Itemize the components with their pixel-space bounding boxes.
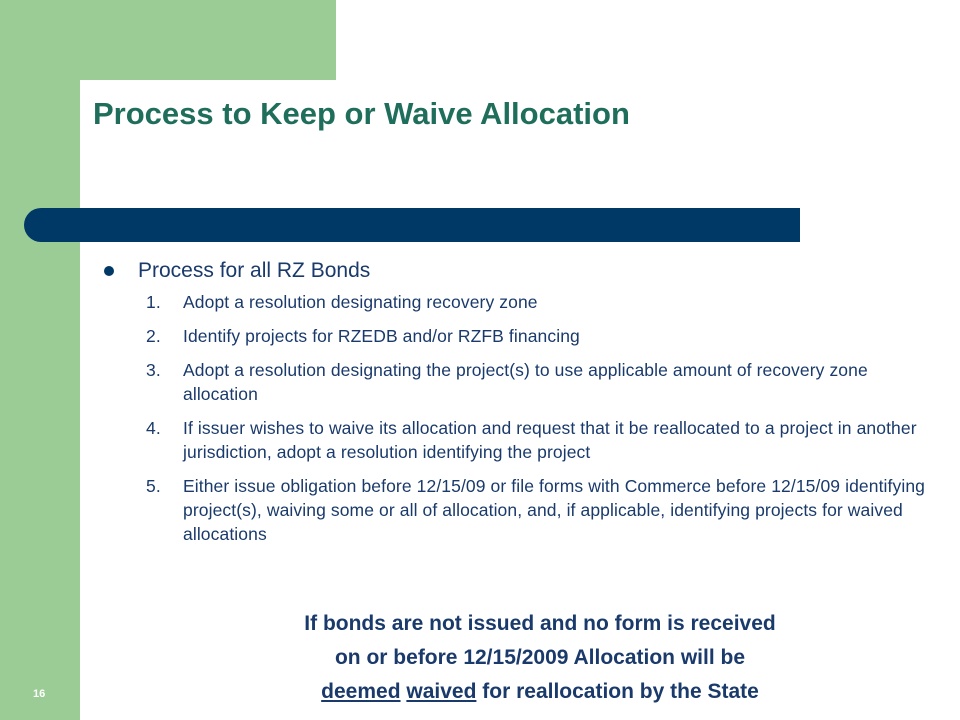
slide-title: Process to Keep or Waive Allocation	[93, 96, 630, 131]
conclusion-statement	[110, 607, 960, 709]
conclusion-line-1: If bonds are not issued and no form is received	[304, 612, 776, 635]
slide-number: 16	[33, 688, 46, 700]
deemed-word: deemed	[321, 680, 401, 703]
process-steps-list	[146, 290, 936, 556]
step-text: Identify projects for RZEDB and/or RZFB financing	[183, 326, 580, 346]
step-text: Either issue obligation before 12/15/09 or file forms with Commerce before 12/15/09 identifying project(s), waiving some or all of allocation, and, if applicable, identifying projects for waived allocations	[183, 476, 925, 544]
header-bar	[66, 208, 800, 242]
top-decoration-band	[0, 0, 336, 80]
step-text: Adopt a resolution designating recovery zone	[183, 292, 538, 312]
step-item	[146, 358, 936, 406]
step-item	[146, 416, 936, 464]
conclusion-line-3-rest: for reallocation by the State	[482, 680, 759, 703]
step-number: 3.	[146, 360, 161, 380]
step-text: If issuer wishes to waive its allocation and request that it be reallocated to a project in another jurisdiction, adopt a resolution identifying the project	[183, 418, 917, 462]
conclusion-line-2: on or before 12/15/2009 Allocation will be	[334, 646, 745, 669]
conclusion-line-3	[110, 675, 960, 709]
step-item	[146, 290, 936, 314]
step-number: 2.	[146, 326, 161, 346]
step-number: 4.	[146, 418, 161, 438]
step-text: Adopt a resolution designating the project(s) to use applicable amount of recovery zone allocation	[183, 360, 868, 404]
step-item	[146, 324, 936, 348]
bullet-text: Process for all RZ Bonds	[138, 259, 371, 282]
step-number: 5.	[146, 476, 161, 496]
step-item	[146, 474, 936, 546]
bullet-dot-icon	[104, 266, 114, 276]
waived-word: waived	[406, 680, 477, 703]
step-number: 1.	[146, 292, 161, 312]
bullet-item	[104, 256, 370, 286]
side-decoration-band	[0, 0, 80, 720]
